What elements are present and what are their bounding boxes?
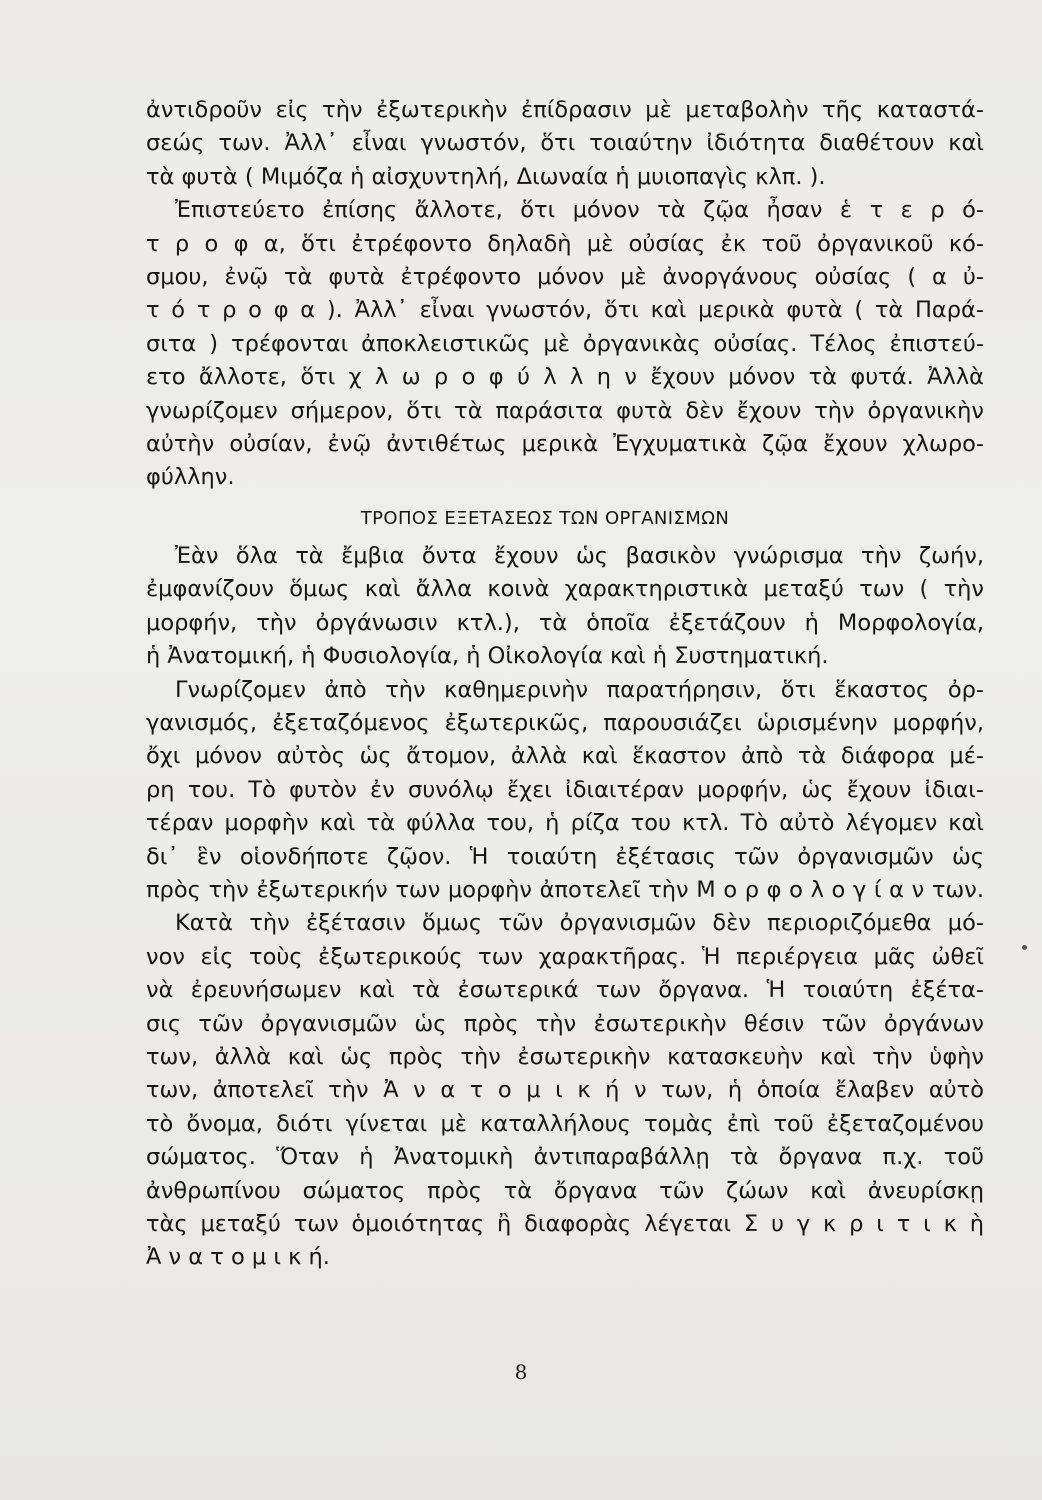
text-line: Ἐπιστεύετο ἐπίσης ἄλλοτε, ὅτι μόνον τὰ ζῷα ἦσαν ἑ τ ε ρ ό- — [175, 197, 984, 224]
text-line: των, ἀποτελεῖ τὴν Ἀ ν α τ ο μ ι κ ή ν των, ἡ ὁποία ἔλαβεν αὐτὸ — [146, 1077, 984, 1104]
text-line: Γνωρίζομεν ἀπὸ τὴν καθημερινὴν παρατήρησιν, ὅτι ἕκαστος ὀρ- — [175, 676, 984, 703]
text-line: δι᾽ ἓν οἱονδήποτε ζῷον. Ἡ τοιαύτη ἐξέτασις τῶν ὀργανισμῶν ὡς — [146, 843, 984, 870]
text-line: ρη του. Τὸ φυτὸν ἐν συνόλῳ ἔχει ἰδιαιτέραν μορφήν, ὡς ἔχουν ἰδιαι- — [146, 776, 984, 803]
text-line: αὐτὴν οὐσίαν, ἐνῷ ἀντιθέτως μερικὰ Ἐγχυματικὰ ζῷα ἔχουν χλωρο- — [146, 430, 984, 457]
text-line: Ἀ ν α τ ο μ ι κ ή. — [146, 1244, 330, 1271]
text-line: ετο ἄλλοτε, ὅτι χ λ ω ρ ο φ ύ λ λ η ν ἔχουν μόνον τὰ φυτά. Ἀλλὰ — [146, 364, 984, 391]
text-line: σεώς των. Ἀλλ᾽ εἶναι γνωστόν, ὅτι τοιαύτην ἰδιότητα διαθέτουν καὶ — [146, 130, 984, 157]
text-line: τὰς μεταξύ των ὁμοιότητας ἢ διαφορὰς λέγεται Σ υ γ κ ρ ι τ ι κ ὴ — [146, 1210, 984, 1237]
page-number: 8 — [514, 1360, 528, 1384]
text-line: σιτα ) τρέφονται ἀποκλειστικῶς μὲ ὀργανικὰς οὐσίας. Τέλος ἐπιστεύ- — [146, 330, 984, 357]
text-line: σμου, ἐνῷ τὰ φυτὰ ἐτρέφοντο μόνον μὲ ἀνοργάνους οὐσίας ( α ὐ- — [146, 263, 984, 290]
text-line: των, ἀλλὰ καὶ ὡς πρὸς τὴν ἐσωτερικὴν κατασκευὴν καὶ τὴν ὑφὴν — [146, 1043, 984, 1070]
text-line: τ ρ ο φ α, ὅτι ἐτρέφοντο δηλαδὴ μὲ οὐσίας ἐκ τοῦ ὀργανικοῦ κό- — [146, 230, 984, 257]
text-line: σις τῶν ὀργανισμῶν ὡς πρὸς τὴν ἐσωτερικὴν θέσιν τῶν ὀργάνων — [146, 1010, 984, 1037]
text-line: Ἐὰν ὅλα τὰ ἔμβια ὄντα ἔχουν ὡς βασικὸν γνώρισμα τὴν ζωήν, — [175, 543, 984, 570]
text-line: φύλλην. — [146, 464, 235, 491]
page-body — [146, 94, 984, 1275]
text-line: τέραν μορφὴν καὶ τὰ φύλλα του, ἡ ρίζα του κτλ. Τὸ αὐτὸ λέγομεν καὶ — [146, 810, 984, 837]
text-line: γνωρίζομεν σήμερον, ὅτι τὰ παράσιτα φυτὰ δὲν ἔχουν τὴν ὀργανικὴν — [146, 397, 984, 424]
section-heading: ΤΡΟΠΟΣ ΕΞΕΤΑΣΕΩΣ ΤΩΝ ΟΡΓΑΝΙΣΜΩΝ — [360, 507, 730, 529]
text-line: νὰ ἐρευνήσωμεν καὶ τὰ ἐσωτερικά των ὄργανα. Ἡ τοιαύτη ἐξέτα- — [146, 977, 984, 1004]
text-line: νον εἰς τοὺς ἐξωτερικούς των χαρακτῆρας. Ἡ περιέργεια μᾶς ὠθεῖ — [146, 943, 984, 970]
text-line: πρὸς τὴν ἐξωτερικήν των μορφὴν ἀποτελεῖ τὴν Μ ο ρ φ ο λ ο γ ί α ν των. — [146, 876, 984, 903]
text-line: ἀντιδροῦν εἰς τὴν ἐξωτερικὴν ἐπίδρασιν μὲ μεταβολὴν τῆς καταστά- — [146, 97, 984, 123]
text-line: ὄχι μόνον αὐτὸς ὡς ἄτομον, ἀλλὰ καὶ ἕκαστον ἀπὸ τὰ διάφορα μέ- — [146, 743, 984, 770]
text-line: μορφήν, τὴν ὀργάνωσιν κτλ.), τὰ ὁποῖα ἐξετάζουν ἡ Μορφολογία, — [146, 609, 984, 636]
paragraph-group-intro — [146, 94, 984, 495]
margin-mark — [1022, 945, 1027, 950]
text-line: γανισμός, ἐξεταζόμενος ἐξωτερικῶς, παρουσιάζει ὡρισμένην μορφήν, — [146, 710, 984, 737]
text-line: ἡ Ἀνατομική, ἡ Φυσιολογία, ἡ Οἰκολογία καὶ ἡ Συστηματική. — [146, 643, 829, 670]
text-line: Κατὰ τὴν ἐξέτασιν ὅμως τῶν ὀργανισμῶν δὲν περιοριζόμεθα μό- — [175, 910, 984, 937]
text-line: τὰ φυτὰ ( Μιμόζα ἡ αἰσχυντηλή, Διωναία ἡ μυιοπαγὶς κλπ. ). — [146, 163, 826, 190]
text-line: ἐμφανίζουν ὅμως καὶ ἄλλα κοινὰ χαρακτηριστικὰ μεταξύ των ( τὴν — [146, 576, 984, 603]
text-line: τ ό τ ρ ο φ α ). Ἀλλ᾽ εἶναι γνωστόν, ὅτι καὶ μερικὰ φυτὰ ( τὰ Παρά- — [146, 297, 984, 324]
text-line: σώματος. Ὅταν ἡ Ἀνατομικὴ ἀντιπαραβάλλῃ τὰ ὄργανα π.χ. τοῦ — [146, 1144, 984, 1171]
paragraph-group-section — [146, 540, 984, 1275]
text-line: τὸ ὄνομα, διότι γίνεται μὲ καταλλήλους τομὰς ἐπὶ τοῦ ἐξεταζομένου — [146, 1110, 984, 1137]
text-line: ἀνθρωπίνου σώματος πρὸς τὰ ὄργανα τῶν ζώων καὶ ἀνευρίσκῃ — [146, 1177, 984, 1204]
